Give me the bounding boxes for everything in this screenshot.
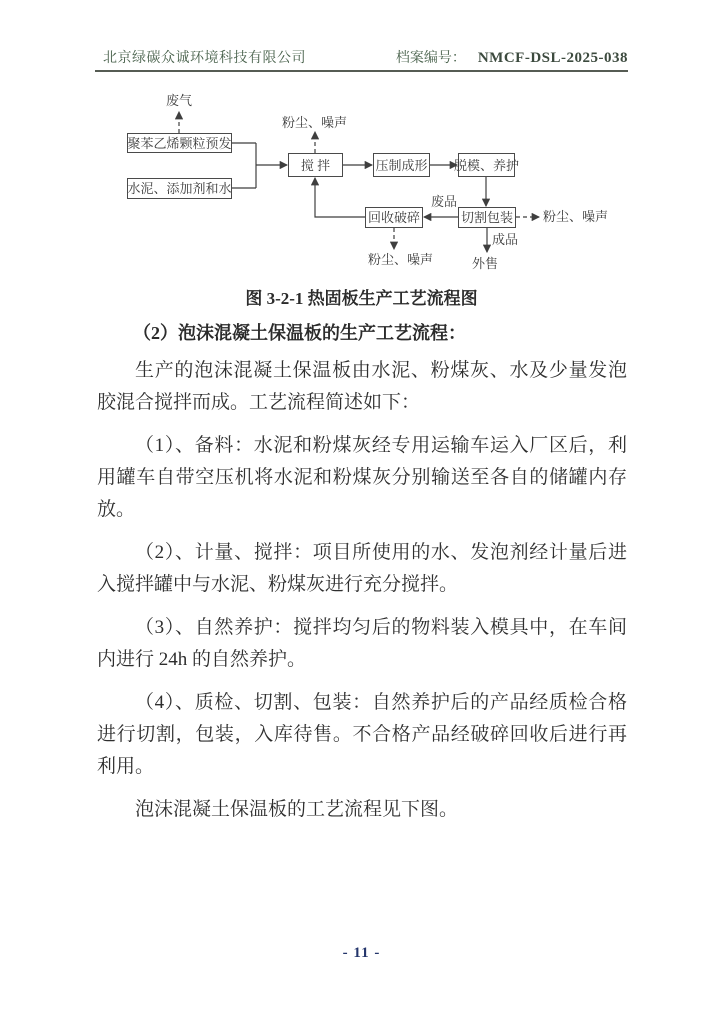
body-paragraph-2: （1）、备料：水泥和粉煤灰经专用运输车运入厂区后，利用罐车自带空压机将水泥和粉煤灰分别输送至各自的储罐内存放。: [97, 435, 627, 520]
page-footer: [0, 944, 723, 962]
section-heading: （2）泡沫混凝土保温板的生产工艺流程：: [133, 323, 466, 343]
flow-box-cement-additives-water: 水泥、添加剂和水: [127, 178, 232, 199]
page-header: [95, 46, 628, 72]
archive-number-block: [396, 47, 628, 67]
label-dust-noise-top: 粉尘、噪声: [282, 115, 348, 130]
page-number: - 11 -: [342, 945, 381, 961]
body-paragraph-1: 生产的泡沫混凝土保温板由水泥、粉煤灰、水及少量发泡胶混合搅拌而成。工艺流程简述如下：: [97, 360, 627, 413]
label-scrap: 废品: [431, 194, 458, 209]
flow-box-recycle-crushing: 回收破碎: [365, 207, 423, 228]
flow-box-demold-curing: 脱模、养护: [458, 153, 515, 177]
label-dust-noise-bottom: 粉尘、噪声: [368, 252, 434, 267]
flow-box-polystyrene-pre-expansion: 聚苯乙烯颗粒预发: [127, 133, 232, 153]
body-text: [97, 355, 627, 837]
label-finished-product: 成品: [492, 232, 519, 247]
figure-caption: 图 3-2-1 热固板生产工艺流程图: [245, 289, 478, 308]
body-paragraph-4: （3）、自然养护：搅拌均匀后的物料装入模具中，在车间内进行 24h 的自然养护。: [97, 617, 627, 670]
process-flowchart: [95, 90, 630, 288]
archive-label: 档案编号：: [395, 51, 466, 66]
archive-number: NMCF-DSL-2025-038: [477, 50, 628, 66]
company-name: 北京绿碳众诚环境科技有限公司: [103, 51, 306, 66]
label-dust-noise-right: 粉尘、噪声: [543, 209, 609, 224]
label-sold: 外售: [472, 256, 499, 271]
body-paragraph-6: 泡沫混凝土保温板的工艺流程见下图。: [135, 799, 459, 820]
flow-box-cutting-packing: 切割包装: [458, 207, 516, 228]
flow-box-press-forming: 压制成形: [373, 153, 430, 177]
body-paragraph-5: （4）、质检、切割、包装：自然养护后的产品经质检合格进行切割，包装，入库待售。不合格产品经破碎回收后进行再利用。: [97, 692, 627, 777]
flow-box-stirring: 搅 拌: [288, 153, 343, 177]
label-waste-gas: 废气: [166, 93, 193, 108]
body-paragraph-3: （2）、计量、搅拌：项目所使用的水、发泡剂经计量后进入搅拌罐中与水泥、粉煤灰进行充分搅拌。: [97, 542, 627, 595]
